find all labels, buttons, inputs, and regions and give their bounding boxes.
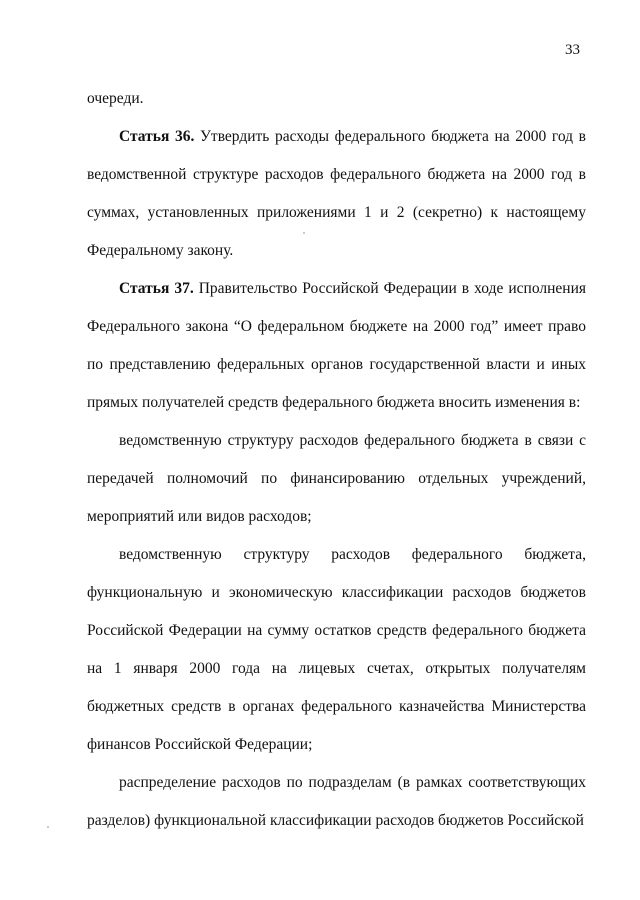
paragraph-text: Утвердить расходы федерального бюджета на 2000 год в ведомственной структуре расходов федерального бюджета на 2000 год в суммах, установленных приложениями 1 и 2 (секретно) к настоящему Федеральному закону. (87, 128, 586, 259)
page-number: 33 (565, 42, 580, 58)
scan-speck (303, 232, 305, 234)
paragraph-item (87, 536, 586, 764)
article-heading: Статья 37. (119, 280, 194, 297)
paragraph-article-37 (87, 270, 586, 422)
paragraph-text: распределение расходов по подразделам (в рамках соответствующих разделов) функциональной классификации расходов бюджетов Российской (87, 774, 586, 829)
paragraph-article-36 (87, 118, 586, 270)
paragraph-text: ведомственную структуру расходов федерального бюджета в связи с передачей полномочий по финансированию отдельных учреждений, мероприятий или видов расходов; (87, 432, 586, 525)
paragraph-text: ведомственную структуру расходов федерального бюджета, функциональную и экономическую классификации расходов бюджетов Российской Федерации на сумму остатков средств федерального бюджета на 1 января 2000 года на лицевых счетах, открытых получателям бюджетных средств в органах федерального казначейства Министерства финансов Российской Федерации; (87, 546, 586, 753)
paragraph-item (87, 422, 586, 536)
scan-speck (47, 826, 49, 828)
document-body (87, 80, 586, 840)
paragraph-text: Правительство Российской Федерации в ходе исполнения Федерального закона “О федеральном бюджете на 2000 год” имеет право по представлению федеральных органов государственной власти и иных прямых получателей средств федерального бюджета вносить изменения в: (87, 280, 586, 411)
article-heading: Статья 36. (119, 128, 195, 145)
paragraph-text: очереди. (87, 90, 144, 107)
paragraph-item (87, 764, 586, 840)
paragraph-continuation (87, 80, 586, 118)
